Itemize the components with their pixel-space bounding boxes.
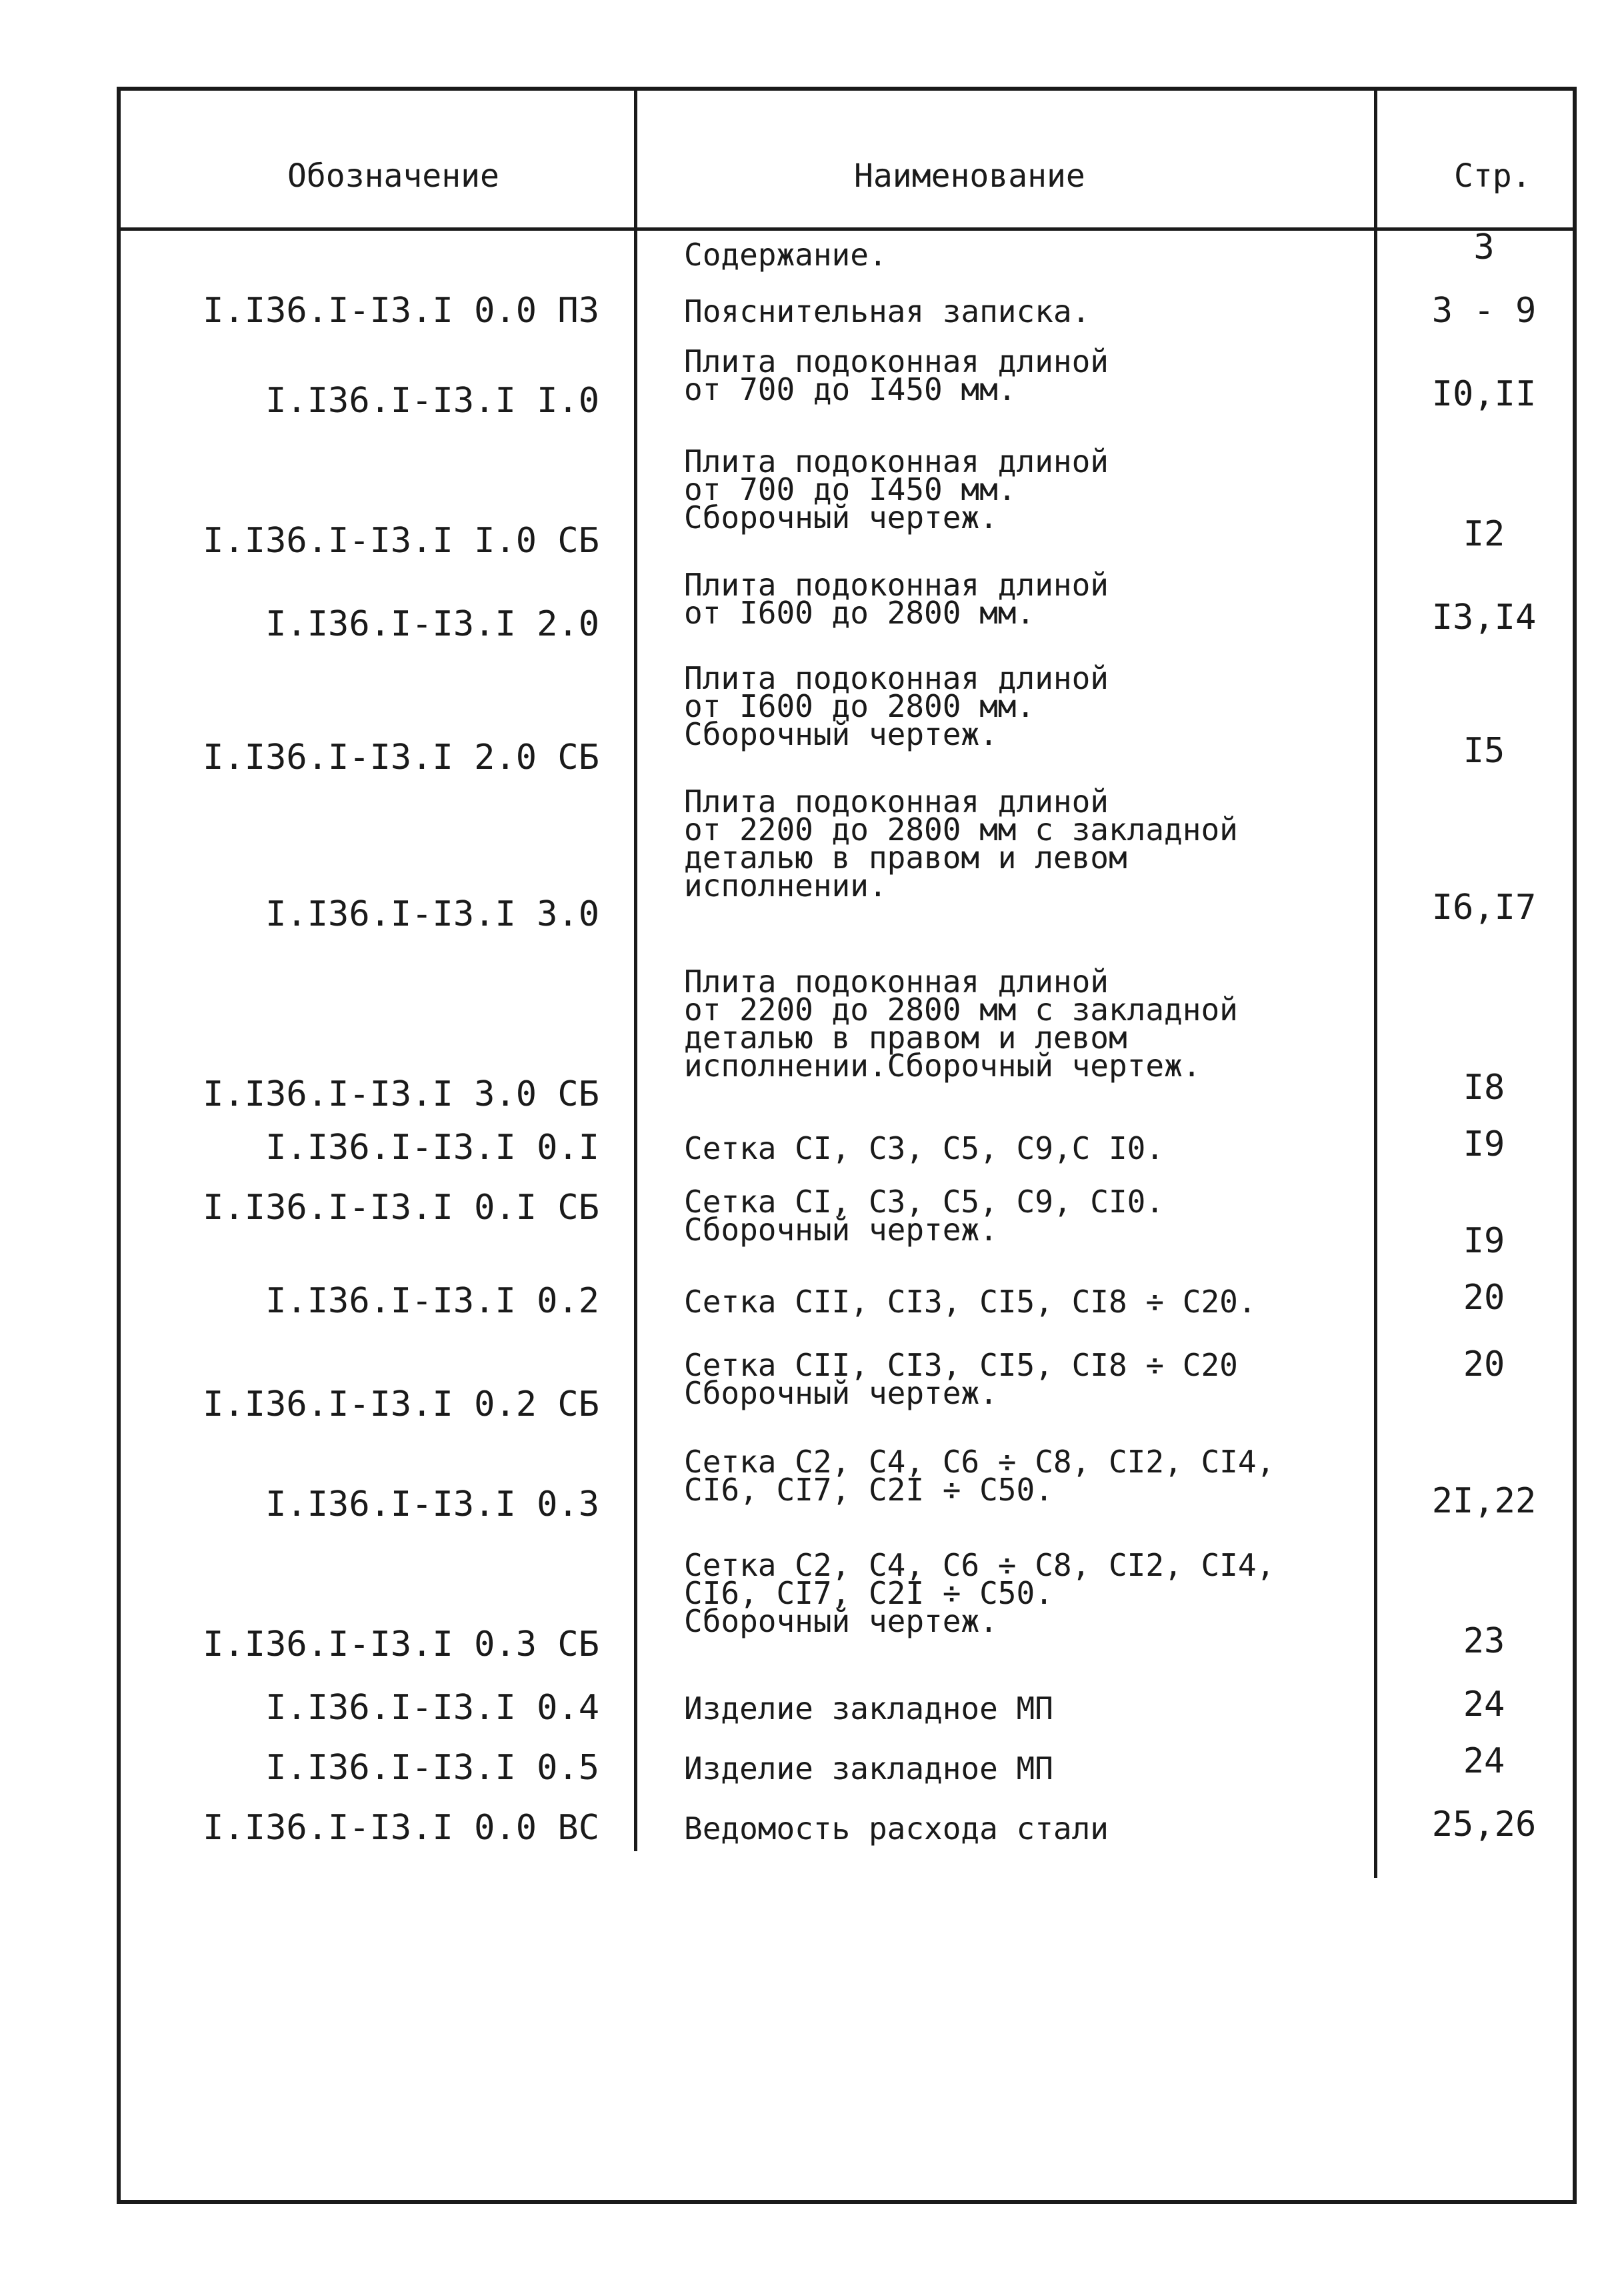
row-name: Сетка CI, C3, C5, C9,C I0.: [684, 1130, 1165, 1166]
header-name: Наименование: [854, 157, 1085, 195]
row-name: Сетка C2, C4, C6 ÷ C8, CI2, CI4, CI6, CI7, C2I ÷ C50.: [684, 1444, 1275, 1508]
row-name: Изделие закладное МП: [684, 1690, 1053, 1727]
row-page: 25,26: [1431, 1805, 1537, 1845]
row-name: Содержание.: [684, 237, 887, 273]
row-code: I.I36.I-I3.I 2.0 СБ: [203, 738, 599, 778]
row-page: I6,I7: [1431, 888, 1537, 928]
row-name: Ведомость расхода стали: [684, 1811, 1109, 1847]
row-page: 24: [1463, 1741, 1505, 1781]
row-code: I.I36.I-I3.I 0.3 СБ: [203, 1624, 599, 1664]
row-page: I5: [1463, 731, 1505, 771]
row-code: I.I36.I-I3.I 0.3: [265, 1484, 599, 1524]
row-code: I.I36.I-I3.I 0.I: [265, 1128, 599, 1168]
row-page: I8: [1463, 1068, 1505, 1108]
row-code: I.I36.I-I3.I 0.0 ВС: [203, 1808, 599, 1848]
row-page: I3,I4: [1431, 598, 1537, 638]
row-name: Плита подоконная длиной от 700 до I450 мм. Сборочный чертеж.: [684, 443, 1109, 535]
row-page: 23: [1463, 1621, 1505, 1661]
row-code: I.I36.I-I3.I I.0: [265, 381, 599, 421]
row-code: I.I36.I-I3.I 0.0 ПЗ: [203, 291, 599, 331]
row-code: I.I36.I-I3.I 0.2 СБ: [203, 1384, 599, 1424]
row-code: I.I36.I-I3.I I.0 СБ: [203, 521, 599, 561]
row-code: I.I36.I-I3.I 0.I СБ: [203, 1188, 599, 1228]
row-name: Плита подоконная длиной от 2200 до 2800 мм с закладной деталью в правом и левом исполнении.Сборочный чертеж.: [684, 964, 1238, 1084]
row-code: I.I36.I-I3.I 0.4: [265, 1688, 599, 1728]
row-name: Сетка CII, CI3, CI5, CI8 ÷ C20.: [684, 1284, 1257, 1320]
row-page: 20: [1463, 1278, 1505, 1318]
row-name: Сетка C2, C4, C6 ÷ C8, CI2, CI4, CI6, CI7, C2I ÷ C50. Сборочный чертеж.: [684, 1547, 1275, 1639]
row-name: Плита подоконная длиной от 2200 до 2800 мм с закладной деталью в правом и левом исполнении.: [684, 784, 1238, 904]
row-code: I.I36.I-I3.I 3.0: [265, 894, 599, 934]
row-code: I.I36.I-I3.I 2.0: [265, 604, 599, 644]
row-code: I.I36.I-I3.I 0.5: [265, 1748, 599, 1788]
header-divider: [121, 227, 1573, 231]
header-page: Стр.: [1454, 157, 1531, 195]
row-page: 20: [1463, 1344, 1505, 1384]
row-name: Изделие закладное МП: [684, 1751, 1053, 1787]
row-name: Плита подоконная длиной от 700 до I450 мм.: [684, 343, 1109, 407]
row-name: Плита подоконная длиной от I600 до 2800 мм. Сборочный чертеж.: [684, 660, 1109, 752]
row-page: I2: [1463, 514, 1505, 554]
row-page: 2I,22: [1431, 1481, 1537, 1521]
header-designation: Обозначение: [287, 157, 499, 195]
row-name: Сетка CII, CI3, CI5, CI8 ÷ C20 Сборочный чертеж.: [684, 1347, 1238, 1411]
column-divider-1: [634, 91, 637, 1851]
column-divider-2: [1374, 91, 1377, 1878]
contents-table-frame: [117, 87, 1577, 2204]
row-page: I9: [1463, 1221, 1505, 1261]
row-name: Плита подоконная длиной от I600 до 2800 мм.: [684, 567, 1109, 631]
row-page: I9: [1463, 1124, 1505, 1164]
row-name: Сетка CI, C3, C5, C9, CI0. Сборочный чертеж.: [684, 1184, 1165, 1248]
row-code: I.I36.I-I3.I 0.2: [265, 1281, 599, 1321]
row-page: 24: [1463, 1684, 1505, 1725]
row-page: I0,II: [1431, 374, 1537, 414]
row-name: Пояснительная записка.: [684, 293, 1091, 329]
row-page: 3: [1473, 227, 1495, 267]
row-page: 3 - 9: [1431, 291, 1537, 331]
row-code: I.I36.I-I3.I 3.0 СБ: [203, 1074, 599, 1114]
